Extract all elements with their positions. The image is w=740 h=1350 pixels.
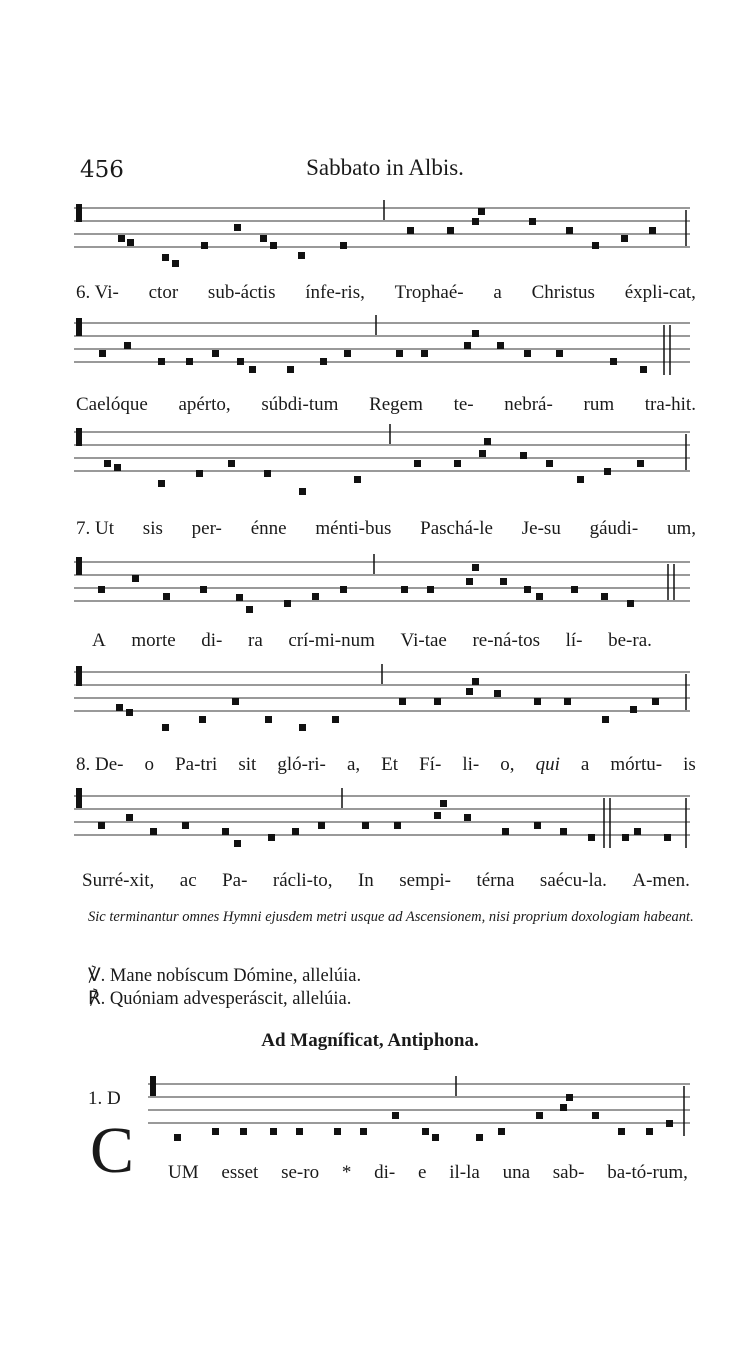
mode-label: 1. D — [88, 1088, 121, 1109]
syllable: 7. Ut — [76, 518, 114, 539]
syllable: * — [341, 1162, 352, 1183]
syllable: be-ra. — [608, 630, 652, 651]
syllable: ínfe-ris, — [305, 282, 365, 303]
syllable: ba-tó-rum, — [607, 1162, 688, 1183]
syllable: gáudi- — [589, 518, 639, 539]
antiphon-text — [168, 1162, 688, 1184]
syllable: énne — [250, 518, 287, 539]
syllable: Je-su — [521, 518, 561, 539]
music-staff-3 — [74, 420, 690, 500]
syllable: a — [580, 754, 590, 775]
music-staff-1 — [74, 198, 690, 278]
syllable: 6. Vi- — [76, 282, 119, 303]
syllable: Christus — [531, 282, 595, 303]
syllable: di- — [201, 630, 223, 651]
rubric: Sic terminantur omnes Hymni ejusdem metri usque ad Ascensionem, nisi proprium doxologiam habeant. — [88, 909, 694, 925]
syllable: una — [502, 1162, 530, 1183]
versicle: ℣. Mane nobíscum Dómine, allelúia. — [88, 966, 362, 986]
syllable: Pa- — [222, 870, 248, 891]
syllable: sempi- — [399, 870, 451, 891]
syllable: nebrá- — [504, 394, 553, 415]
syllable: li- — [462, 754, 480, 775]
hymn-line-3 — [76, 518, 696, 540]
music-staff-5 — [74, 660, 690, 740]
hymn-line-5 — [76, 754, 696, 776]
music-staff-antiphon — [148, 1074, 690, 1154]
syllable: morte — [131, 630, 176, 651]
response: ℟. Quóniam advesperáscit, allelúia. — [88, 989, 352, 1009]
syllable: éxpli-cat, — [624, 282, 696, 303]
page-number: 456 — [80, 157, 124, 183]
syllable: Vi-tae — [400, 630, 447, 651]
syllable: Et — [381, 754, 399, 775]
syllable: is — [683, 754, 696, 775]
syllable: Caelóque — [76, 394, 148, 415]
music-staff-6 — [74, 782, 690, 862]
syllable: ac — [179, 870, 197, 891]
syllable: Surré-xit, — [82, 870, 155, 891]
syllable: ra — [248, 630, 263, 651]
syllable: apérto, — [178, 394, 231, 415]
syllable: crí-mi-num — [288, 630, 375, 651]
syllable: In — [357, 870, 374, 891]
syllable: Pa-tri — [175, 754, 218, 775]
syllable: esset — [221, 1162, 259, 1183]
syllable: o — [144, 754, 155, 775]
syllable: se-ro — [281, 1162, 320, 1183]
section-heading: Ad Magníficat, Antiphona. — [261, 1030, 479, 1051]
syllable: il-la — [449, 1162, 480, 1183]
syllable: tra-hit. — [644, 394, 696, 415]
syllable: A — [92, 630, 106, 651]
syllable: súbdi-tum — [261, 394, 339, 415]
syllable: a — [493, 282, 502, 303]
syllable: lí- — [565, 630, 583, 651]
music-staff-2 — [74, 308, 690, 388]
syllable: sab- — [552, 1162, 585, 1183]
syllable: ménti-bus — [315, 518, 392, 539]
syllable: um, — [666, 518, 696, 539]
syllable: qui — [535, 754, 560, 775]
syllable: UM — [168, 1162, 199, 1183]
syllable: e — [417, 1162, 427, 1183]
music-staff-4 — [74, 548, 690, 628]
syllable: saécu-la. — [539, 870, 607, 891]
hymn-line-4 — [92, 630, 652, 652]
hymn-line-2 — [76, 394, 696, 416]
syllable: sub-áctis — [207, 282, 276, 303]
page-title: Sabbato in Albis. — [306, 155, 464, 180]
syllable: di- — [374, 1162, 396, 1183]
syllable: te- — [453, 394, 474, 415]
syllable: Paschá-le — [420, 518, 493, 539]
syllable: mórtu- — [610, 754, 663, 775]
syllable: ctor — [148, 282, 179, 303]
syllable: per- — [191, 518, 222, 539]
syllable: a, — [346, 754, 361, 775]
syllable: gló-ri- — [277, 754, 326, 775]
drop-cap-initial: C — [90, 1114, 135, 1187]
syllable: Regem — [369, 394, 423, 415]
syllable: re-ná-tos — [472, 630, 540, 651]
syllable: Trophaé- — [394, 282, 464, 303]
syllable: sit — [238, 754, 257, 775]
syllable: 8. De- — [76, 754, 124, 775]
syllable: térna — [476, 870, 515, 891]
syllable: rácli-to, — [272, 870, 333, 891]
syllable: o, — [500, 754, 515, 775]
syllable: sis — [142, 518, 163, 539]
syllable: Fí- — [419, 754, 442, 775]
hymn-line-1 — [76, 282, 696, 304]
syllable: rum — [583, 394, 615, 415]
hymn-line-6 — [82, 870, 690, 892]
syllable: A-men. — [632, 870, 690, 891]
